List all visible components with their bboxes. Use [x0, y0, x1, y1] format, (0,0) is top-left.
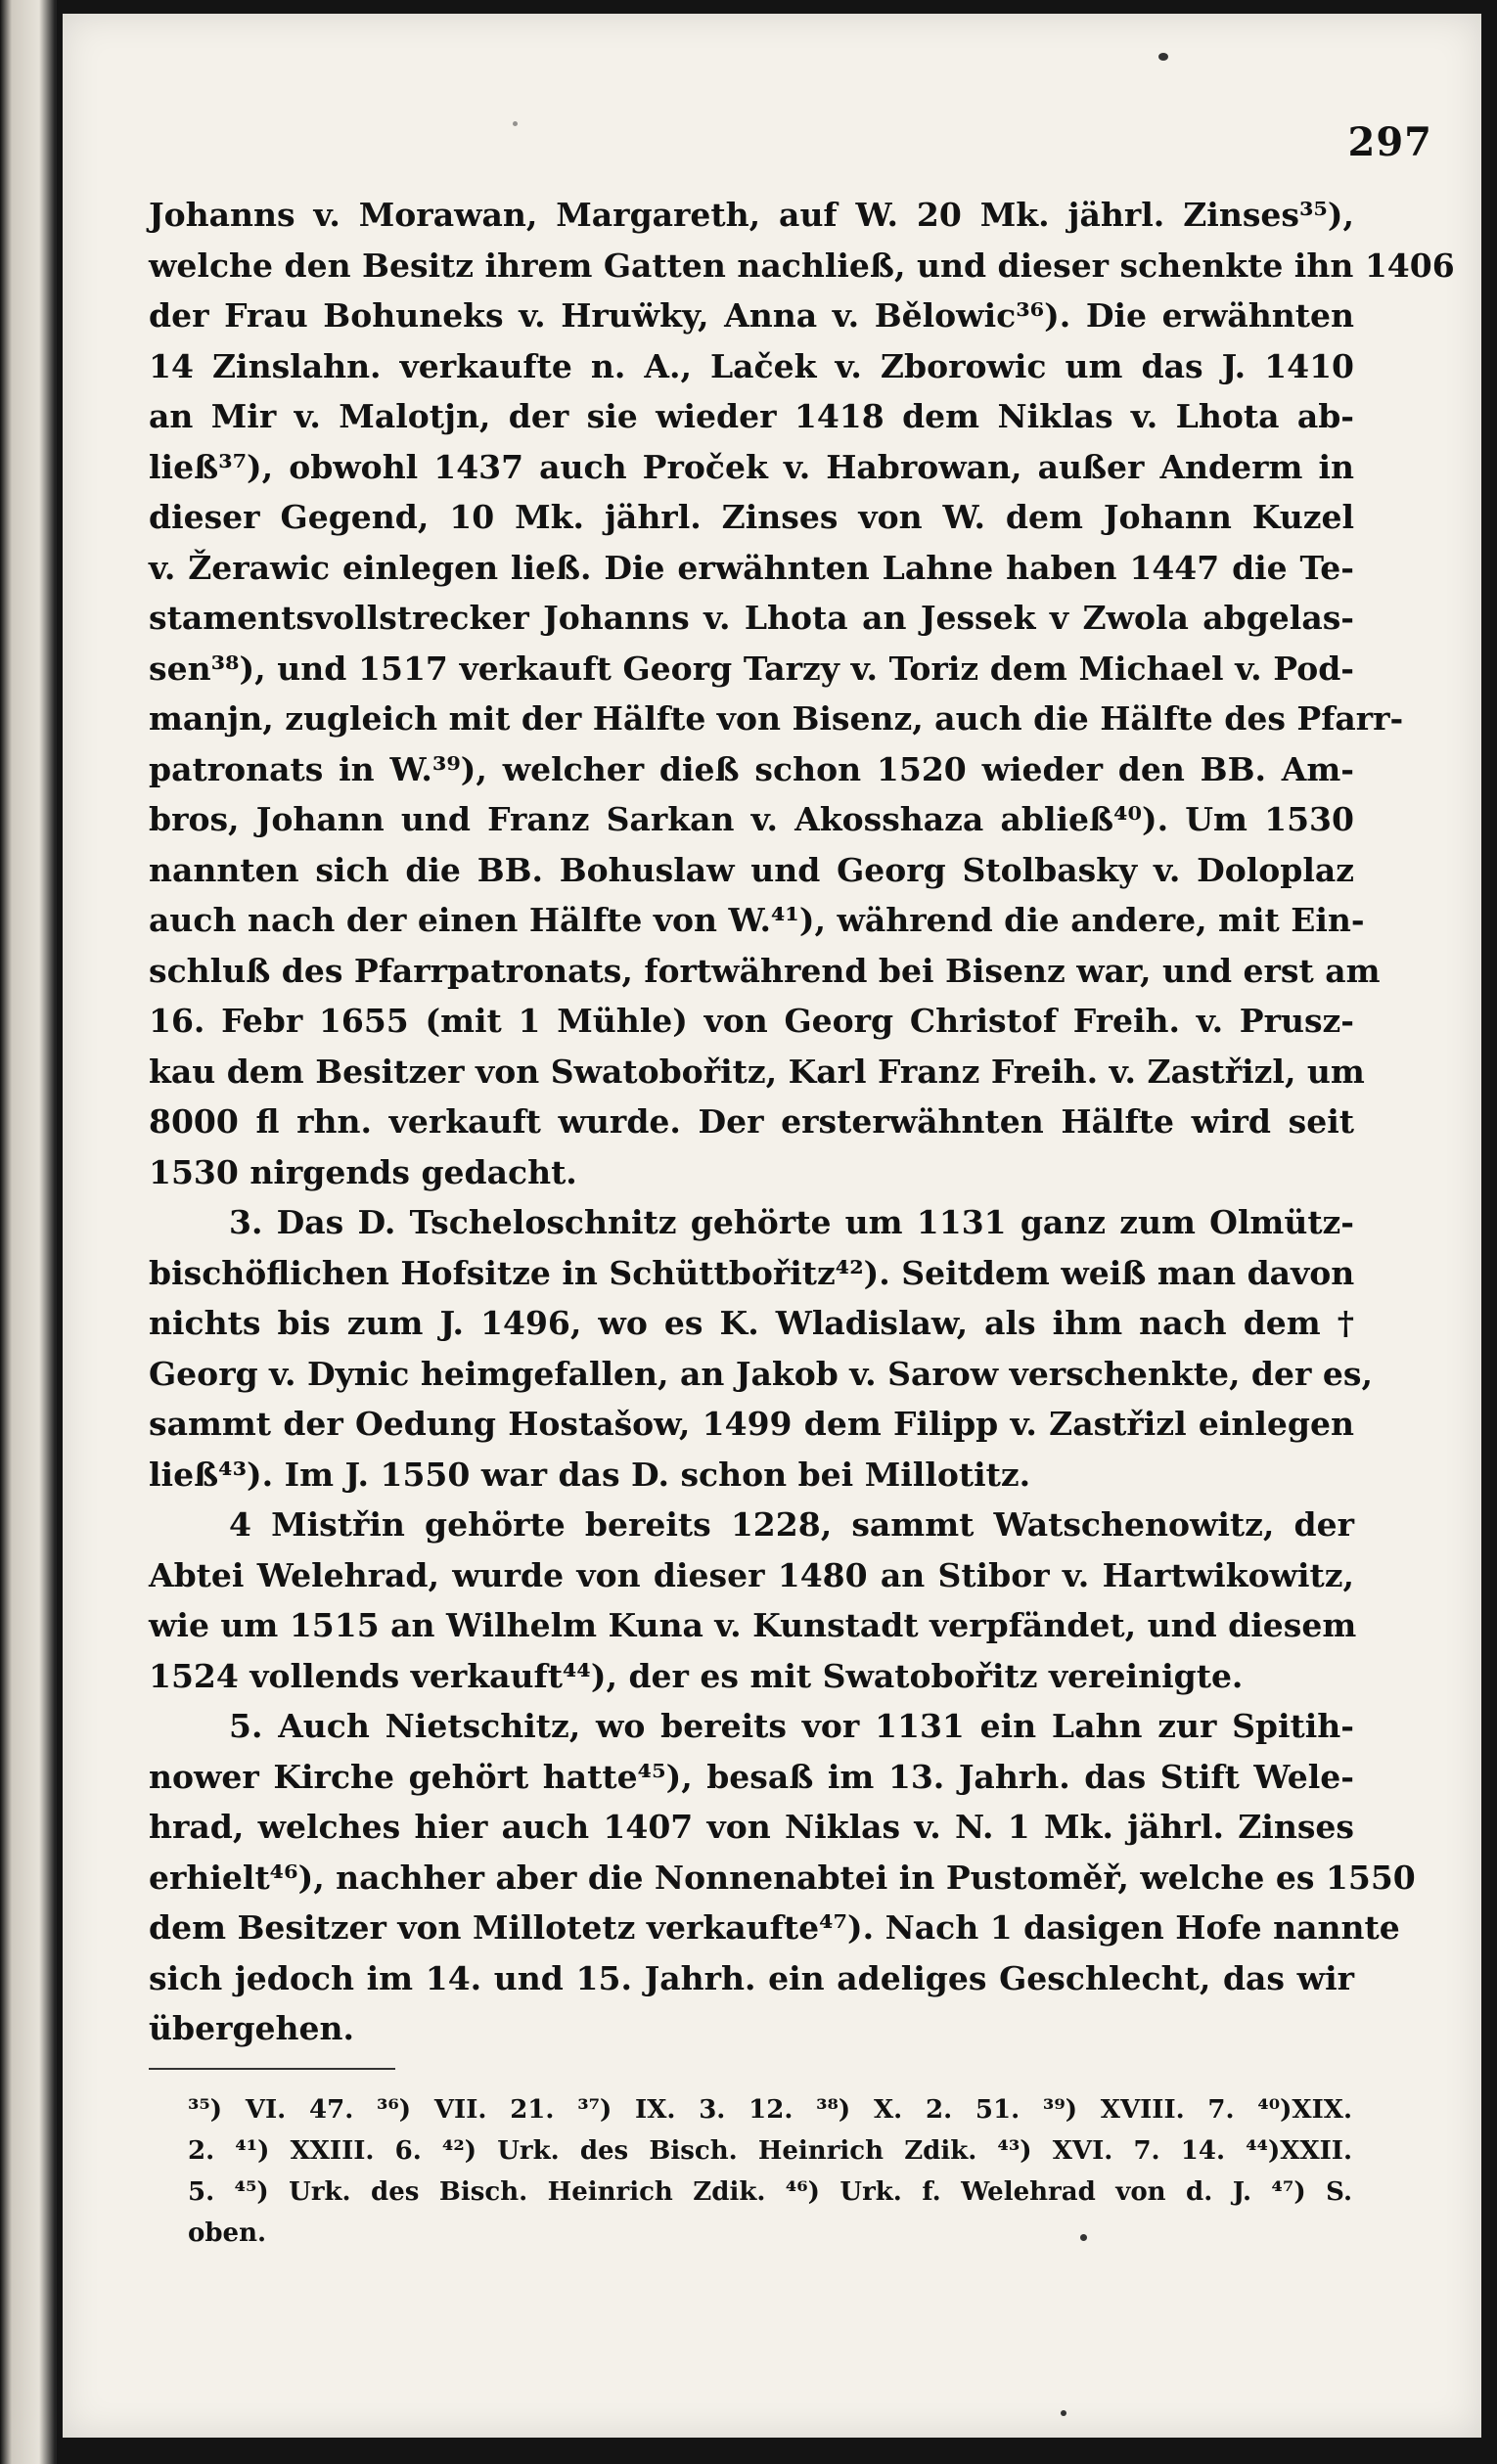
- adjacent-page-edge: [0, 0, 57, 2464]
- text-line: 8000 fl rhn. verkauft wurde. Der ersterwähnten Hälfte wird seit: [149, 1102, 1354, 1141]
- text-line: Georg v. Dynic heimgefallen, an Jakob v. Sarow verschenkte, der es,: [149, 1354, 1373, 1393]
- text-line: ließ⁴³). Im J. 1550 war das D. schon bei Millotitz.: [149, 1455, 1031, 1494]
- text-line: ließ³⁷), obwohl 1437 auch Proček v. Habrowan, außer Anderm in: [149, 447, 1354, 486]
- paragraph-3-start: 3. Das D. Tscheloschnitz gehörte um 1131 ganz zum Olmütz-: [229, 1203, 1354, 1241]
- text-line: schluß des Pfarrpatronats, fortwährend bei Bisenz war, und erst am: [149, 951, 1381, 990]
- text-line: Johanns v. Morawan, Margareth, auf W. 20 Mk. jährl. Zinses³⁵),: [149, 196, 1354, 234]
- page-number: 297: [1347, 119, 1432, 165]
- text-line: nannten sich die BB. Bohuslaw und Georg Stolbasky v. Doloplaz: [149, 850, 1354, 889]
- text-line: nichts bis zum J. 1496, wo es K. Wladislaw, als ihm nach dem †: [149, 1304, 1354, 1342]
- text-line: bischöflichen Hofsitze in Schüttbořitz⁴²). Seitdem weiß man davon: [149, 1253, 1355, 1292]
- text-line: patronats in W.³⁹), welcher dieß schon 1520 wieder den BB. Am-: [149, 749, 1354, 788]
- text-line: 1530 nirgends gedacht.: [149, 1152, 577, 1191]
- text-line: welche den Besitz ihrem Gatten nachließ, und dieser schenkte ihn 1406: [149, 246, 1455, 285]
- text-line: hrad, welches hier auch 1407 von Niklas v. N. 1 Mk. jährl. Zinses: [149, 1808, 1354, 1846]
- text-line: sammt der Oedung Hostašow, 1499 dem Filipp v. Zastřizl einlegen: [149, 1405, 1354, 1443]
- text-line: wie um 1515 an Wilhelm Kuna v. Kunstadt verpfändet, und diesem: [149, 1606, 1357, 1644]
- paper-speck: [1158, 53, 1168, 61]
- footnote-line: ³⁵) VI. 47. ³⁶) VII. 21. ³⁷) IX. 3. 12. ³⁸) X. 2. 51. ³⁹) XVIII. 7. ⁴⁰)XIX.: [188, 2095, 1352, 2125]
- text-line: Abtei Welehrad, wurde von dieser 1480 an Stibor v. Hartwikowitz,: [149, 1555, 1354, 1594]
- text-line: bros, Johann und Franz Sarkan v. Akosshaza abließ⁴⁰). Um 1530: [149, 800, 1354, 838]
- text-line: dieser Gegend, 10 Mk. jährl. Zinses von W. dem Johann Kuzel: [149, 498, 1354, 536]
- footnotes: [188, 2089, 1352, 2254]
- text-line: kau dem Besitzer von Swatobořitz, Karl Franz Freih. v. Zastřizl, um: [149, 1052, 1365, 1091]
- text-line: auch nach der einen Hälfte von W.⁴¹), während die andere, mit Ein-: [149, 901, 1365, 939]
- text-line: sen³⁸), und 1517 verkauft Georg Tarzy v. Toriz dem Michael v. Pod-: [149, 649, 1354, 688]
- paragraph-5-start: 5. Auch Nietschitz, wo bereits vor 1131 ein Lahn zur Spitih-: [229, 1707, 1354, 1745]
- footnote-line: oben.: [188, 2218, 267, 2248]
- text-line: stamentsvollstrecker Johanns v. Lhota an Jessek v Zwola abgelas-: [149, 599, 1354, 637]
- paragraph-4-start: 4 Mistřin gehörte bereits 1228, sammt Watschenowitz, der: [229, 1505, 1354, 1544]
- paper-speck: [1061, 2410, 1066, 2416]
- text-line: erhielt⁴⁶), nachher aber die Nonnenabtei in Pustoměř, welche es 1550: [149, 1858, 1416, 1897]
- text-line: 14 Zinslahn. verkaufte n. A., Laček v. Zborowic um das J. 1410: [149, 346, 1354, 385]
- paper-speck: [1080, 2234, 1087, 2241]
- text-line: übergehen.: [149, 2009, 354, 2047]
- text-line: der Frau Bohuneks v. Hruẅky, Anna v. Bělowic³⁶). Die erwähnten: [149, 296, 1354, 335]
- footnote-line: 5. ⁴⁵) Urk. des Bisch. Heinrich Zdik. ⁴⁶) Urk. f. Welehrad von d. J. ⁴⁷) S.: [188, 2177, 1352, 2207]
- text-line: dem Besitzer von Millotetz verkaufte⁴⁷). Nach 1 dasigen Hofe nannte: [149, 1908, 1400, 1947]
- footnote-rule: [149, 2068, 395, 2070]
- text-line: 16. Febr 1655 (mit 1 Mühle) von Georg Christof Freih. v. Prusz-: [149, 1002, 1354, 1040]
- text-line: 1524 vollends verkauft⁴⁴), der es mit Swatobořitz vereinigte.: [149, 1656, 1244, 1695]
- text-line: sich jedoch im 14. und 15. Jahrh. ein adeliges Geschlecht, das wir: [149, 1958, 1354, 1997]
- paper-speck: [513, 121, 518, 126]
- text-line: an Mir v. Malotjn, der sie wieder 1418 dem Niklas v. Lhota ab-: [149, 397, 1354, 435]
- body-text: [149, 190, 1455, 2054]
- text-line: manjn, zugleich mit der Hälfte von Bisenz, auch die Hälfte des Pfarr-: [149, 699, 1404, 738]
- footnote-line: 2. ⁴¹) XXIII. 6. ⁴²) Urk. des Bisch. Heinrich Zdik. ⁴³) XVI. 7. 14. ⁴⁴)XXII.: [188, 2136, 1352, 2166]
- text-line: v. Žerawic einlegen ließ. Die erwähnten Lahne haben 1447 die Te-: [149, 548, 1354, 587]
- text-line: nower Kirche gehört hatte⁴⁵), besaß im 13. Jahrh. das Stift Wele-: [149, 1757, 1354, 1796]
- book-page: [63, 14, 1481, 2438]
